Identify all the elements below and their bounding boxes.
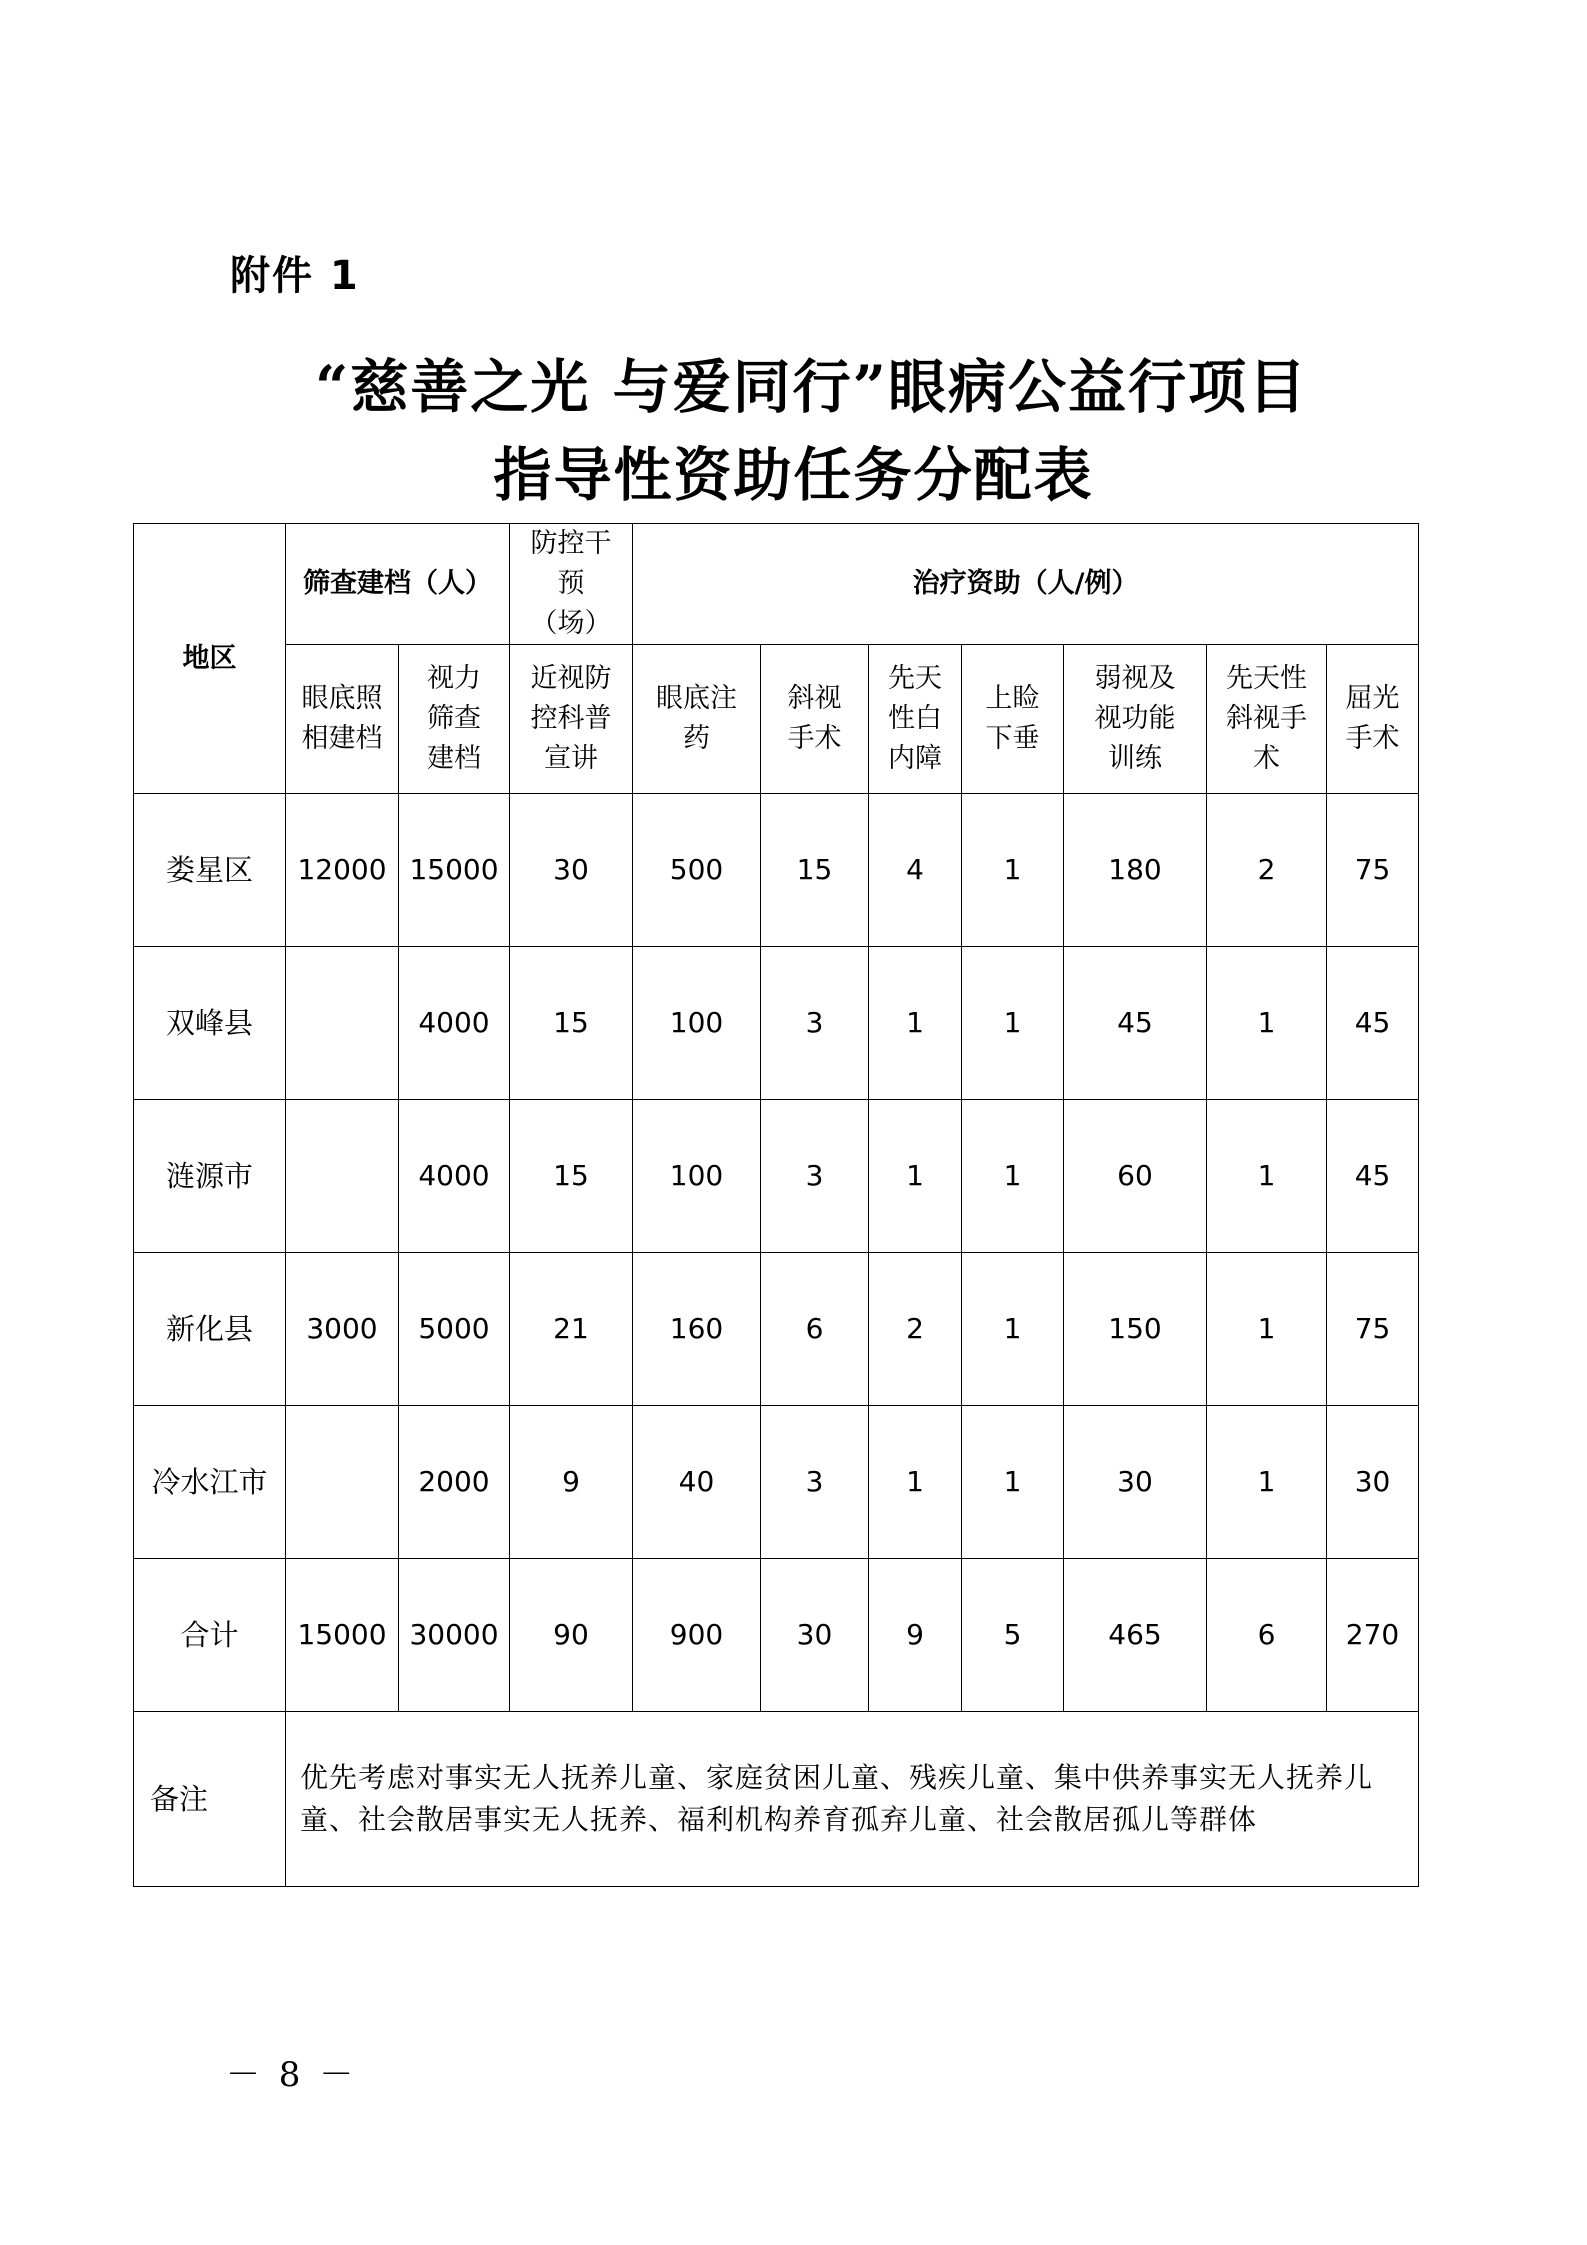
value-cell: 1 <box>962 1100 1064 1253</box>
value-cell: 6 <box>1207 1559 1327 1712</box>
value-cell: 45 <box>1327 947 1419 1100</box>
value-cell: 15000 <box>286 1559 399 1712</box>
value-cell <box>286 1406 399 1559</box>
value-cell: 500 <box>633 794 761 947</box>
value-cell: 465 <box>1064 1559 1207 1712</box>
value-cell: 4 <box>869 794 962 947</box>
sub-header-row <box>134 645 1419 794</box>
value-cell: 900 <box>633 1559 761 1712</box>
congenital-cataract-header: 先天性白内障 <box>869 645 962 794</box>
note-row <box>134 1712 1419 1887</box>
fundus-photo-header: 眼底照相建档 <box>286 645 399 794</box>
value-cell: 1 <box>1207 1406 1327 1559</box>
attachment-label: 附件 1 <box>230 253 360 299</box>
refractive-surgery-header: 屈光手术 <box>1327 645 1419 794</box>
fundus-injection-header: 眼底注药 <box>633 645 761 794</box>
value-cell: 40 <box>633 1406 761 1559</box>
value-cell: 15 <box>510 1100 633 1253</box>
value-cell: 30000 <box>399 1559 510 1712</box>
value-cell: 21 <box>510 1253 633 1406</box>
value-cell: 9 <box>869 1559 962 1712</box>
value-cell <box>286 1100 399 1253</box>
amblyopia-training-header: 弱视及视功能训练 <box>1064 645 1207 794</box>
value-cell: 90 <box>510 1559 633 1712</box>
congenital-strabismus-header: 先天性斜视手术 <box>1207 645 1327 794</box>
value-cell: 150 <box>1064 1253 1207 1406</box>
value-cell: 1 <box>869 1406 962 1559</box>
value-cell: 100 <box>633 1100 761 1253</box>
value-cell: 3000 <box>286 1253 399 1406</box>
value-cell: 6 <box>761 1253 869 1406</box>
value-cell: 1 <box>869 1100 962 1253</box>
value-cell: 45 <box>1327 1100 1419 1253</box>
region-cell: 涟源市 <box>134 1100 286 1253</box>
table-row <box>134 1100 1419 1253</box>
table-row <box>134 1253 1419 1406</box>
value-cell: 1 <box>869 947 962 1100</box>
value-cell: 1 <box>962 1406 1064 1559</box>
value-cell: 1 <box>1207 947 1327 1100</box>
region-cell: 双峰县 <box>134 947 286 1100</box>
myopia-lecture-header: 近视防控科普宣讲 <box>510 645 633 794</box>
allocation-table <box>133 523 1419 1887</box>
region-cell: 娄星区 <box>134 794 286 947</box>
table-row <box>134 1406 1419 1559</box>
value-cell: 5000 <box>399 1253 510 1406</box>
region-cell: 合计 <box>134 1559 286 1712</box>
value-cell: 15 <box>510 947 633 1100</box>
value-cell: 100 <box>633 947 761 1100</box>
value-cell: 270 <box>1327 1559 1419 1712</box>
vision-screening-header: 视力筛查建档 <box>399 645 510 794</box>
value-cell: 2 <box>1207 794 1327 947</box>
prevention-header: 防控干预（场） <box>510 524 633 645</box>
screening-header: 筛查建档（人） <box>286 524 510 645</box>
total-row <box>134 1559 1419 1712</box>
value-cell: 15 <box>761 794 869 947</box>
ptosis-header: 上睑下垂 <box>962 645 1064 794</box>
value-cell: 3 <box>761 1100 869 1253</box>
value-cell: 30 <box>1064 1406 1207 1559</box>
region-cell: 新化县 <box>134 1253 286 1406</box>
strabismus-surgery-header: 斜视手术 <box>761 645 869 794</box>
value-cell: 1 <box>962 1253 1064 1406</box>
page-number: － 8 － <box>226 2055 358 2095</box>
value-cell: 75 <box>1327 794 1419 947</box>
document-title-line-2: 指导性资助任务分配表 <box>493 441 1094 509</box>
value-cell: 1 <box>1207 1253 1327 1406</box>
region-header: 地区 <box>134 524 286 794</box>
value-cell: 4000 <box>399 1100 510 1253</box>
region-cell: 冷水江市 <box>134 1406 286 1559</box>
value-cell: 180 <box>1064 794 1207 947</box>
value-cell: 2000 <box>399 1406 510 1559</box>
document-title-line-1: “慈善之光 与爱同行”眼病公益行项目 <box>315 353 1308 421</box>
value-cell: 15000 <box>399 794 510 947</box>
value-cell: 3 <box>761 947 869 1100</box>
value-cell: 2 <box>869 1253 962 1406</box>
table-row <box>134 947 1419 1100</box>
value-cell: 30 <box>761 1559 869 1712</box>
value-cell: 160 <box>633 1253 761 1406</box>
note-label: 备注 <box>134 1712 286 1887</box>
value-cell: 4000 <box>399 947 510 1100</box>
value-cell: 60 <box>1064 1100 1207 1253</box>
value-cell: 1 <box>1207 1100 1327 1253</box>
value-cell: 30 <box>510 794 633 947</box>
group-header-row <box>134 524 1419 645</box>
value-cell: 9 <box>510 1406 633 1559</box>
value-cell: 75 <box>1327 1253 1419 1406</box>
table-row <box>134 794 1419 947</box>
value-cell: 1 <box>962 794 1064 947</box>
value-cell: 3 <box>761 1406 869 1559</box>
value-cell: 12000 <box>286 794 399 947</box>
note-text: 优先考虑对事实无人抚养儿童、家庭贫困儿童、残疾儿童、集中供养事实无人抚养儿童、社会散居事实无人抚养、福利机构养育孤弃儿童、社会散居孤儿等群体 <box>286 1712 1419 1887</box>
value-cell: 45 <box>1064 947 1207 1100</box>
treatment-header: 治疗资助（人/例） <box>633 524 1419 645</box>
value-cell: 1 <box>962 947 1064 1100</box>
value-cell: 5 <box>962 1559 1064 1712</box>
value-cell <box>286 947 399 1100</box>
value-cell: 30 <box>1327 1406 1419 1559</box>
